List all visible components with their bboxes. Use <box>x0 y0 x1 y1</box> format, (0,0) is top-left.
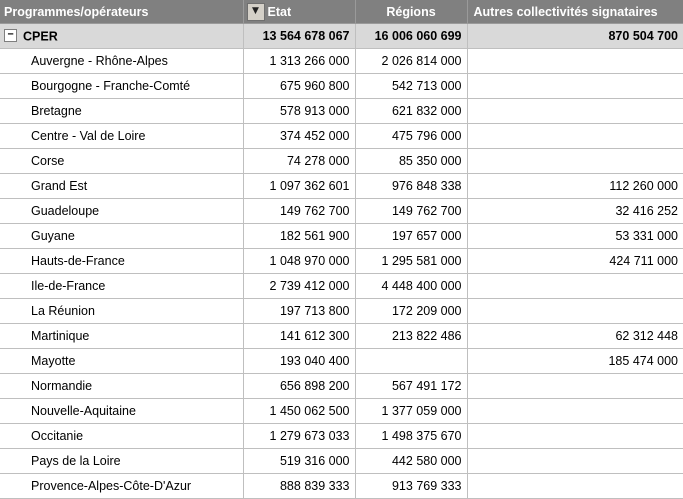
row-label: Hauts-de-France <box>31 254 125 268</box>
row-autres-cell <box>467 49 683 74</box>
table-row[interactable] <box>0 224 683 249</box>
table-row[interactable] <box>0 99 683 124</box>
row-etat-cell: 1 450 062 500 <box>243 399 355 424</box>
row-autres-cell: 32 416 252 <box>467 199 683 224</box>
column-header-etat[interactable] <box>243 0 355 24</box>
row-etat-cell: 182 561 900 <box>243 224 355 249</box>
table-row[interactable] <box>0 299 683 324</box>
row-label-cell[interactable] <box>0 374 243 399</box>
row-label: Provence-Alpes-Côte-D'Azur <box>31 479 192 493</box>
row-autres-cell <box>467 274 683 299</box>
row-label-cell[interactable] <box>0 199 243 224</box>
row-regions-cell: 2 026 814 000 <box>355 49 467 74</box>
total-row-label: CPER <box>23 29 58 44</box>
row-autres-cell <box>467 99 683 124</box>
row-label-cell[interactable] <box>0 99 243 124</box>
row-autres-cell <box>467 149 683 174</box>
total-row-etat: 13 564 678 067 <box>243 24 355 49</box>
row-regions-cell: 542 713 000 <box>355 74 467 99</box>
row-autres-cell: 185 474 000 <box>467 349 683 374</box>
row-etat-cell: 1 097 362 601 <box>243 174 355 199</box>
row-regions-cell: 567 491 172 <box>355 374 467 399</box>
row-autres-cell: 112 260 000 <box>467 174 683 199</box>
row-regions-cell: 4 448 400 000 <box>355 274 467 299</box>
row-label: Guadeloupe <box>31 204 100 218</box>
table-row[interactable] <box>0 274 683 299</box>
collapse-expander-icon[interactable]: − <box>4 29 17 42</box>
total-row-regions: 16 006 060 699 <box>355 24 467 49</box>
row-autres-cell <box>467 424 683 449</box>
total-row-autres: 870 504 700 <box>467 24 683 49</box>
row-etat-cell: 374 452 000 <box>243 124 355 149</box>
row-label: Martinique <box>31 329 90 343</box>
row-label-cell[interactable] <box>0 249 243 274</box>
column-header-autres[interactable] <box>467 0 683 24</box>
column-header-autres-label: Autres collectivités signataires <box>473 4 658 19</box>
row-label-cell[interactable] <box>0 224 243 249</box>
row-etat-cell: 1 313 266 000 <box>243 49 355 74</box>
table-row[interactable] <box>0 124 683 149</box>
row-etat-cell: 1 279 673 033 <box>243 424 355 449</box>
row-label-cell[interactable] <box>0 324 243 349</box>
column-header-programmes-label: Programmes/opérateurs <box>4 4 149 19</box>
row-regions-cell: 475 796 000 <box>355 124 467 149</box>
row-regions-cell: 976 848 338 <box>355 174 467 199</box>
row-etat-cell: 141 612 300 <box>243 324 355 349</box>
row-regions-cell <box>355 349 467 374</box>
row-autres-cell <box>467 399 683 424</box>
row-regions-cell: 213 822 486 <box>355 324 467 349</box>
row-label-cell[interactable] <box>0 349 243 374</box>
table-row[interactable] <box>0 474 683 499</box>
column-header-regions-label: Régions <box>386 4 436 19</box>
row-label-cell[interactable] <box>0 74 243 99</box>
table-row[interactable] <box>0 449 683 474</box>
row-label: Normandie <box>31 379 93 393</box>
column-header-programmes[interactable] <box>0 0 243 24</box>
row-label: Corse <box>31 154 65 168</box>
row-autres-cell <box>467 124 683 149</box>
row-label: Grand Est <box>31 179 88 193</box>
row-regions-cell: 85 350 000 <box>355 149 467 174</box>
table-row[interactable] <box>0 174 683 199</box>
row-autres-cell <box>467 74 683 99</box>
row-label-cell[interactable] <box>0 424 243 449</box>
filter-icon[interactable]: ▼ <box>247 3 265 21</box>
row-etat-cell: 578 913 000 <box>243 99 355 124</box>
row-etat-cell: 74 278 000 <box>243 149 355 174</box>
row-regions-cell: 172 209 000 <box>355 299 467 324</box>
row-etat-cell: 656 898 200 <box>243 374 355 399</box>
table-row[interactable] <box>0 249 683 274</box>
row-regions-cell: 913 769 333 <box>355 474 467 499</box>
row-regions-cell: 621 832 000 <box>355 99 467 124</box>
row-regions-cell: 442 580 000 <box>355 449 467 474</box>
row-label-cell[interactable] <box>0 124 243 149</box>
row-label-cell[interactable] <box>0 174 243 199</box>
table-row[interactable] <box>0 374 683 399</box>
row-etat-cell: 519 316 000 <box>243 449 355 474</box>
row-etat-cell: 888 839 333 <box>243 474 355 499</box>
row-label: Mayotte <box>31 354 76 368</box>
row-label-cell[interactable] <box>0 49 243 74</box>
row-autres-cell: 53 331 000 <box>467 224 683 249</box>
row-regions-cell: 1 498 375 670 <box>355 424 467 449</box>
table-row[interactable] <box>0 399 683 424</box>
row-regions-cell: 197 657 000 <box>355 224 467 249</box>
row-label: Bourgogne - Franche-Comté <box>31 79 191 93</box>
row-etat-cell: 2 739 412 000 <box>243 274 355 299</box>
row-label: Pays de la Loire <box>31 454 121 468</box>
column-header-etat-label: Etat <box>267 4 292 19</box>
row-autres-cell: 424 711 000 <box>467 249 683 274</box>
row-label: Nouvelle-Aquitaine <box>31 404 136 418</box>
row-etat-cell: 197 713 800 <box>243 299 355 324</box>
row-etat-cell: 675 960 800 <box>243 74 355 99</box>
total-row-label-cell[interactable] <box>0 24 243 49</box>
table-row[interactable] <box>0 324 683 349</box>
row-label: Ile-de-France <box>31 279 106 293</box>
table-row[interactable] <box>0 424 683 449</box>
row-etat-cell: 193 040 400 <box>243 349 355 374</box>
row-regions-cell: 1 377 059 000 <box>355 399 467 424</box>
row-label: Auvergne - Rhône-Alpes <box>31 54 168 68</box>
row-label-cell[interactable] <box>0 299 243 324</box>
table-header <box>0 0 683 24</box>
table-row[interactable] <box>0 149 683 174</box>
row-autres-cell <box>467 449 683 474</box>
table-row-total[interactable] <box>0 24 683 49</box>
row-label-cell[interactable] <box>0 449 243 474</box>
row-label: Occitanie <box>31 429 84 443</box>
row-label-cell[interactable] <box>0 149 243 174</box>
row-autres-cell: 62 312 448 <box>467 324 683 349</box>
row-regions-cell: 149 762 700 <box>355 199 467 224</box>
table-row[interactable] <box>0 49 683 74</box>
row-label: Centre - Val de Loire <box>31 129 146 143</box>
row-label: Guyane <box>31 229 75 243</box>
row-label-cell[interactable] <box>0 274 243 299</box>
row-label: La Réunion <box>31 304 95 318</box>
table-row[interactable] <box>0 74 683 99</box>
row-label-cell[interactable] <box>0 474 243 499</box>
row-autres-cell <box>467 374 683 399</box>
table-body <box>0 24 683 499</box>
row-label-cell[interactable] <box>0 399 243 424</box>
table-row[interactable] <box>0 199 683 224</box>
row-label: Bretagne <box>31 104 82 118</box>
table-row[interactable] <box>0 349 683 374</box>
row-etat-cell: 1 048 970 000 <box>243 249 355 274</box>
row-autres-cell <box>467 299 683 324</box>
row-autres-cell <box>467 474 683 499</box>
column-header-regions[interactable] <box>355 0 467 24</box>
row-etat-cell: 149 762 700 <box>243 199 355 224</box>
row-regions-cell: 1 295 581 000 <box>355 249 467 274</box>
